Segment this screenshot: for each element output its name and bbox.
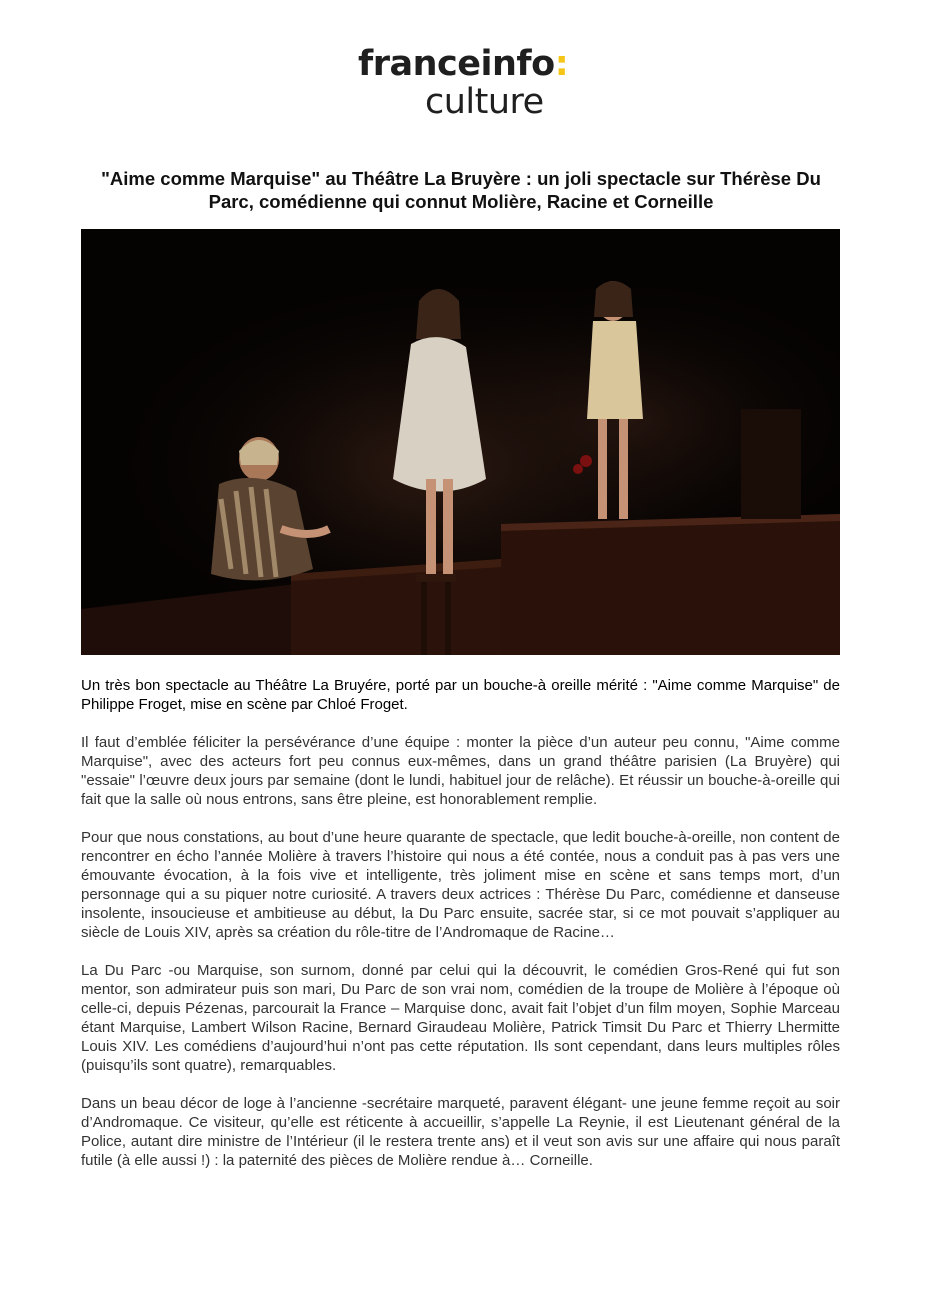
franceinfo-culture-logo bbox=[358, 44, 578, 124]
article-paragraph: Pour que nous constations, au bout d’une heure quarante de spectacle, que ledit bouche-à-oreille, non content de rencontrer en écho l’année Molière à travers l’histoire qui nous a été contée, nous a conduit pas à pas vers une émouvante évocation, à la fois vive et intelligente, très joliment mise en scène et sans temps mort, d’un personnage qui a su piquer notre curiosité. A travers deux actrices : Thérèse Du Parc, comédienne et danseuse insolente, insoucieuse et ambitieuse au début, la Du Parc ensuite, sacrée star, si ce mot pouvait s’appliquer au siècle de Louis XIV, après sa création du rôle-titre de l’Andromaque de Racine… bbox=[81, 829, 840, 941]
logo-wordmark bbox=[358, 44, 568, 84]
logo-line1: franceinfo bbox=[358, 44, 555, 84]
article-paragraph: Il faut d’emblée féliciter la persévérance d’une équipe : monter la pièce d’un auteur peu connu, "Aime comme Marquise", avec des acteurs fort peu connus eux-mêmes, dans un grand théâtre parisien (La Bruyère) qui "essaie" l’œuvre deux jours par semaine (dont le lundi, habituel jour de relâche). Et réussir un bouche-à-oreille qui fait que la salle où nous entrons, sans être pleine, est honorablement remplie. bbox=[81, 734, 840, 808]
logo-colon: : bbox=[554, 44, 569, 84]
article-paragraph: Dans un beau décor de loge à l’ancienne -secrétaire marqueté, paravent élégant- une jeune femme reçoit au soir d’Andromaque. Ce visiteur, qu’elle est réticente à accueillir, s’appelle La Reynie, il est Lieutenant général de la Police, autant dire ministre de l’Intérieur (il le restera trente ans) et il veut son avis sur une affaire qui nous paraît futile (à elle aussi !) : la paternité des pièces de Molière rendue à… Corneille. bbox=[81, 1095, 840, 1169]
stage-photo-illustration bbox=[81, 229, 840, 655]
article-lead-paragraph: Un très bon spectacle au Théâtre La Bruyére, porté par un bouche-à oreille mérité : "Aime comme Marquise" de Philippe Froget, mise en scène par Chloé Froget. bbox=[81, 677, 840, 713]
logo-line2: culture bbox=[425, 82, 544, 122]
article-paragraph: La Du Parc -ou Marquise, son surnom, donné par celui qui la découvrit, le comédien Gros-René qui fut son mentor, son admirateur puis son mari, Du Parc de son vrai nom, comédien de la troupe de Molière à l’époque où celle-ci, depuis Pézenas, parcourait la France – Marquise donc, avait fait l’objet d’un film moyen, Sophie Marceau étant Marquise, Lambert Wilson Racine, Bernard Giraudeau Molière, Patrick Timsit Du Parc et Thierry Lhermitte Louis XIV. Les comédiens d’aujourd’hui n’ont pas cette réputation. Ils sont cependant, dans leurs multiples rôles (puisqu’ils sont quatre), remarquables. bbox=[81, 962, 840, 1074]
article-title: "Aime comme Marquise" au Théâtre La Bruyère : un joli spectacle sur Thérèse Du Parc, comédienne qui connut Molière, Racine et Corneille bbox=[101, 168, 821, 212]
article-body bbox=[81, 676, 840, 1189]
stage-photo bbox=[81, 229, 840, 655]
